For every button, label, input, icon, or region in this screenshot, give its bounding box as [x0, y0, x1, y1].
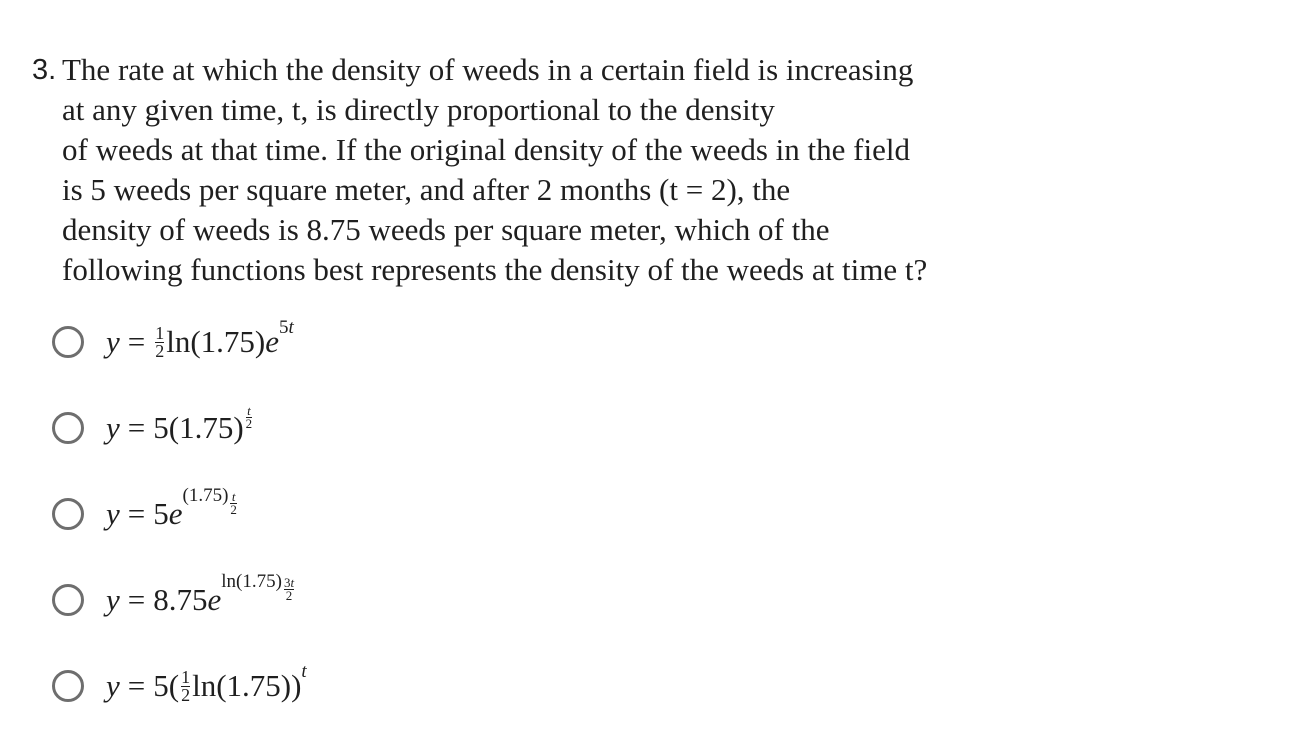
- option-formula: y = 5 e (1.75) $\frac{t}{2}$: [106, 484, 237, 531]
- question-line-5: density of weeds is 8.75 weeds per square meter, which of the: [62, 212, 830, 247]
- question-line-4: is 5 weeds per square meter, and after 2 months (t = 2), the: [62, 172, 791, 207]
- question-line-2: at any given time, t, is directly proportional to the density: [62, 92, 775, 127]
- option-formula: y = 8.75 e ln(1.75) $\frac{3t}{2}$: [106, 570, 295, 617]
- answer-option-c[interactable]: [52, 486, 237, 542]
- radio-button[interactable]: [52, 412, 84, 444]
- answer-option-e[interactable]: [52, 658, 307, 714]
- question-line-6: following functions best represents the density of the weeds at time t?: [62, 252, 928, 287]
- question-line-3: of weeds at that time. If the original density of the weeds in the field: [62, 132, 910, 167]
- radio-button[interactable]: [52, 326, 84, 358]
- fraction: $\frac{1}{2}$: [181, 666, 191, 705]
- fraction: $\frac{1}{2}$: [155, 322, 165, 361]
- radio-button[interactable]: [52, 670, 84, 702]
- option-formula: y = 5(1.75) $\frac{t}{2}$: [106, 402, 253, 445]
- answer-option-d[interactable]: [52, 572, 294, 628]
- radio-button[interactable]: [52, 584, 84, 616]
- option-formula: y = 5( $\frac{1}{2}$ ln(1.75)) t: [106, 661, 307, 705]
- question-line-1: The rate at which the density of weeds in a certain field is increasing: [62, 52, 914, 87]
- answer-option-b[interactable]: [52, 400, 252, 456]
- question-number: 3.: [32, 54, 57, 86]
- radio-button[interactable]: [52, 498, 84, 530]
- option-formula: y = $\frac{1}{2}$ ln(1.75) e 5t: [106, 317, 294, 361]
- answer-option-a[interactable]: [52, 314, 294, 370]
